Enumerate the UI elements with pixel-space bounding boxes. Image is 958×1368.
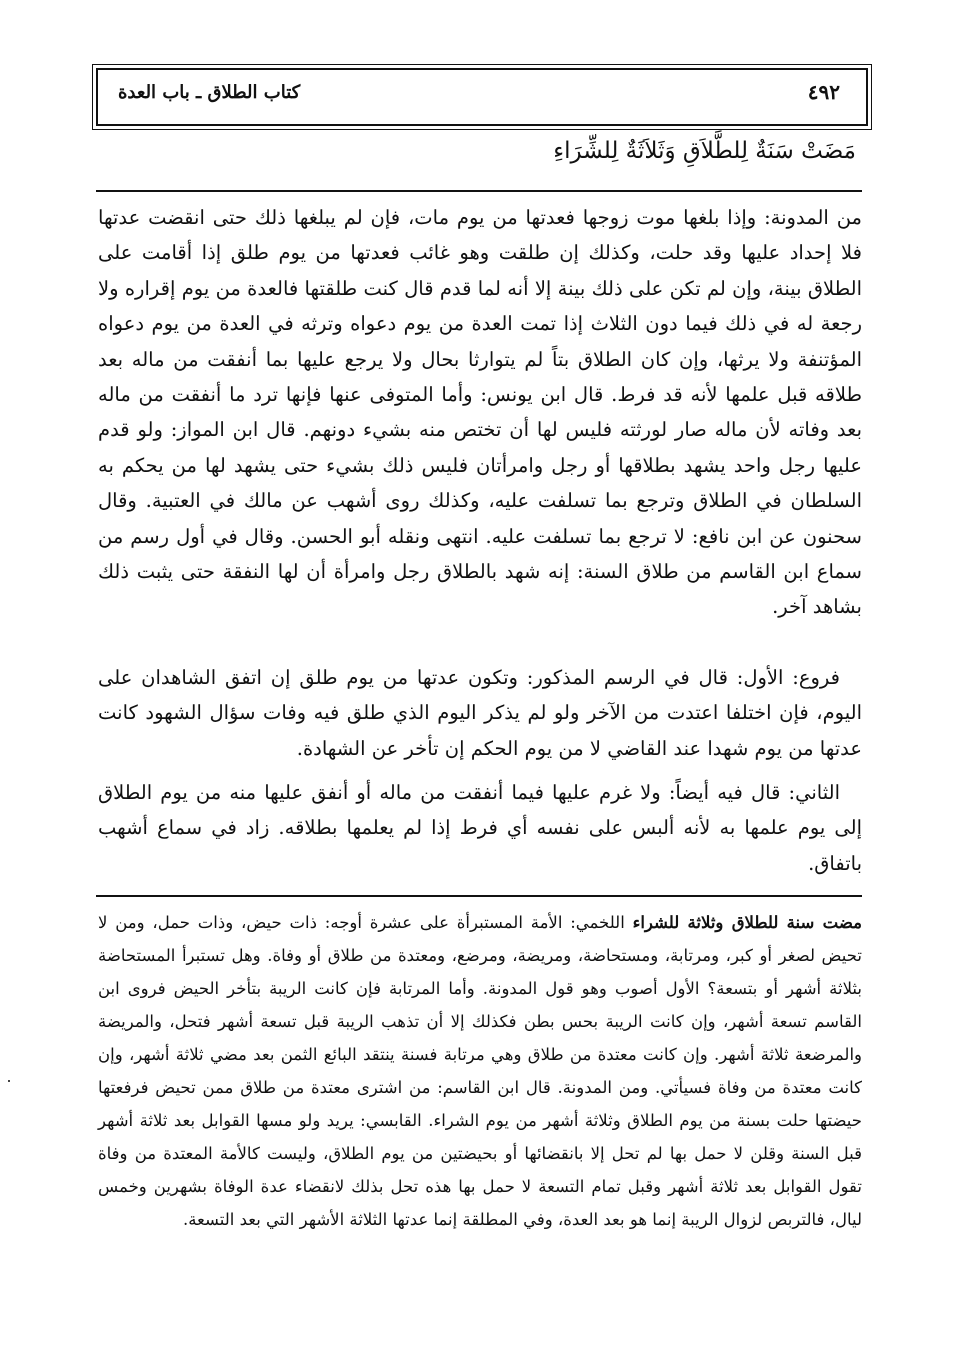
main-text-block-2: [98, 660, 862, 766]
page-number: ٤٩٢: [807, 80, 840, 104]
main-paragraph-1: من المدونة: وإذا بلغها موت زوجها فعدتها من يوم مات، فإن لم يبلغها ذلك حتى انقضت عدتها فلا إحداد عليها وقد حلت، وكذلك إن طلقت وهو غائب فعدتها من يوم طلق إذا أقامت على الطلاق بينة، وإن لم تكن على ذلك بينة إلا أنه لما قدم قال كنت طلقتها فالعدة من يوم إقراره ولا رجعة له في ذلك فيما دون الثلاث إذا تمت العدة من يوم دعواه وترثه في العدة من يوم دعواه المؤتنفة ولا يرثها، وإن كان الطلاق بتاً لم يتوارثا بحال ولا يرجع عليها بما أنفقت من ماله بعد طلاقه قبل علمها لأنه قد فرط. قال ابن يونس: وأما المتوفى عنها فإنها ترد ما أنفقت من ماله بعد وفاته لأن ماله صار لورثته فليس لها أن تختص منه بشيء دونهم. قال ابن المواز: ولو قدم عليها رجل واحد يشهد بطلاقها أو رجل وامرأتان فليس ذلك بشيء حتى يشهد لها من يحكم به السلطان في الطلاق وترجع بما تسلفت عليه، وكذلك روى أشهب عن مالك في العتبية. وقال سحنون عن ابن نافع: لا ترجع بما تسلفت عليه. انتهى ونقله أبو الحسن. وقال في أول رسم من سماع ابن القاسم من طلاق السنة: إنه شهد بالطلاق رجل وامرأة أن لها النفقة حتى يثبت ذلك بشاهد آخر.: [98, 206, 862, 619]
commentary-lemma: مضت سنة للطلاق وثلاثة للشراء: [632, 913, 862, 932]
main-text-block-3: [98, 775, 862, 881]
commentary-block: [98, 906, 862, 1236]
running-head: كتاب الطلاق ـ باب العدة: [118, 82, 301, 103]
main-text-block-1: [98, 200, 862, 625]
commentary-divider: [96, 895, 862, 897]
commentary-paragraph: [98, 906, 862, 1236]
main-paragraph-3: الثاني: قال فيه أيضاً: ولا غرم عليها فيما أنفقت من ماله أو أنفق عليها منه من يوم الطلاق إلى يوم علمها به لأنه ألبس على نفسه أي فرط إذا لم يعلمها بطلاقه. زاد في سماع أشهب باتفاق.: [98, 781, 862, 875]
main-paragraph-2: فروع: الأول: قال في الرسم المذكور: وتكون عدتها من يوم طلق إن اتفق الشاهدان على اليوم، فإن اختلفا اعتدت من الآخر ولو لم يذكر اليوم الذي طلق فيه وفات سؤال الشهود كانت عدتها من يوم شهدا عند القاضي لا من يوم الحكم إن تأخر عن الشهادة.: [98, 666, 862, 760]
top-divider: [96, 190, 862, 192]
scan-speck: [8, 1080, 10, 1082]
commentary-text: اللخمي: الأمة المستبرأة على عشرة أوجه: ذات حيض، وذات حمل، ومن لا تحيض لصغر أو كبر، ومرتابة، ومستحاضة، ومريضة، ومرضع، ومعتدة من طلاق أو وفاة. وهل تستبرأ المستحاضة بثلاثة أشهر أو بتسعة؟ الأول أصوب وهو قول المدونة. وأما المرتابة فإن كانت الريبة بتأخر الحيض فروى ابن القاسم تسعة أشهر، وإن كانت الريبة بحس بطن فكذلك إلا أن تذهب الريبة قبل تسعة أشهر فتحل، والمريضة والمرضعة ثلاثة أشهر. وإن كانت معتدة من طلاق وهي مرتابة فسنة ينتقد البائع الثمن بعد مضي ثلاثة أشهر، وإن كانت معتدة من وفاة فسيأتي. ومن المدونة. قال ابن القاسم: من اشترى معتدة من طلاق ممن تحيض فرفعتها حيضتها حلت بسنة من يوم الطلاق وثلاثة أشهر من يوم الشراء. القابسي: يريد ولو مسها القوابل بعد ثلاثة أشهر قبل السنة وقلن لا حمل بها لم تحل إلا بانقضائها أو بحيضتين من يوم الطلاق، وليست كالأمة المعتدة من وفاة تقول القوابل بعد ثلاثة أشهر وقبل تمام التسعة لا حمل بها هذه تحل بذلك لانقضاء عدة الوفاة بشهرين وخمس ليال، فالتربص لزوال الريبة إنما هو بعد العدة، وفي المطلقة إنما عدتها الثلاثة الأشهر التي بعد التسعة.: [98, 913, 862, 1229]
matn-verse: مَضَتْ سَنَةٌ لِلطَّلاَقِ وَثَلاَثَةٌ لِلشِّرَاءِ: [553, 138, 856, 164]
